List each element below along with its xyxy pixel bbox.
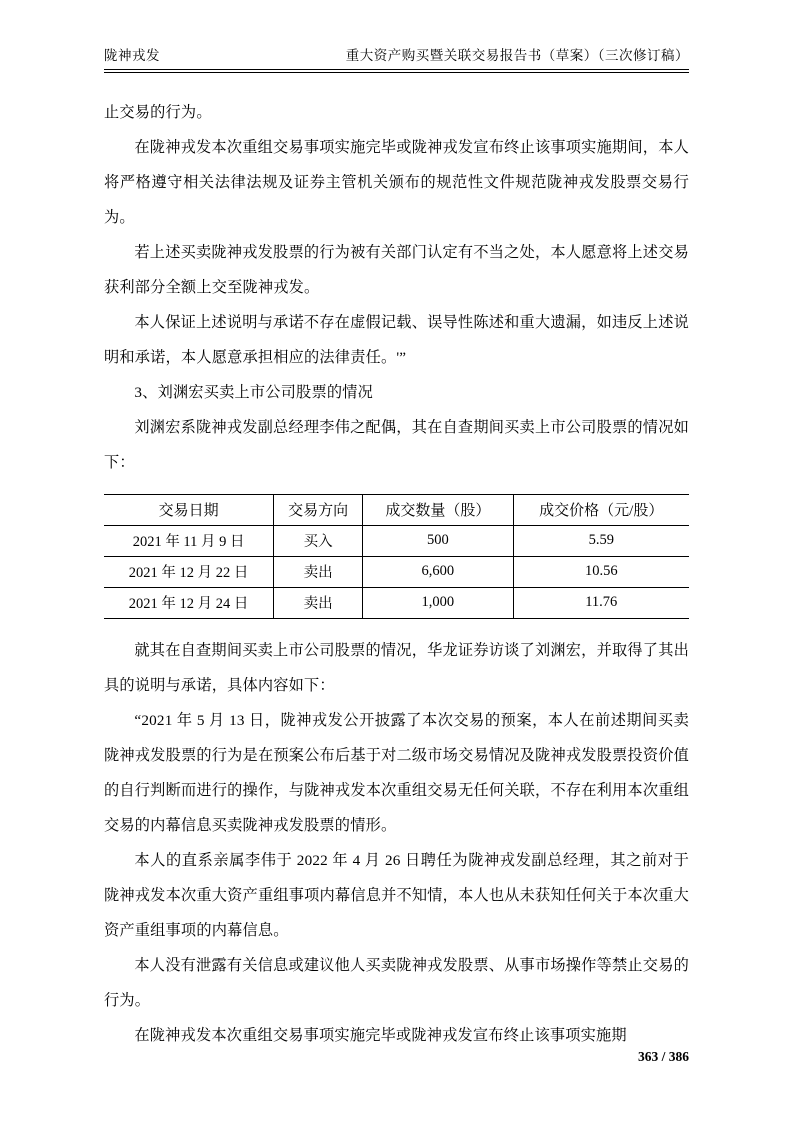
stock-trades-table-wrapper <box>104 494 689 619</box>
table-row <box>104 557 689 588</box>
table-cell-direction: 卖出 <box>274 557 363 588</box>
table-header-cell-price: 成交价格（元/股） <box>513 495 689 526</box>
paragraph-9: 本人的直系亲属李伟于 2022 年 4 月 26 日聘任为陇神戎发副总经理，其之前对于陇神戎发本次重大资产重组事项内幕信息并不知情，本人也从未获知任何关于本次重大资产重组事项的内幕信息。 <box>104 852 689 939</box>
paragraph-10: 本人没有泄露有关信息或建议他人买卖陇神戎发股票、从事市场操作等禁止交易的行为。 <box>104 957 689 1009</box>
paragraph-6: 刘渊宏系陇神戎发副总经理李伟之配偶，其在自查期间买卖上市公司股票的情况如下： <box>104 419 689 471</box>
table-cell-price: 5.59 <box>513 526 689 557</box>
table-header-cell-date: 交易日期 <box>104 495 274 526</box>
table-header-cell-direction: 交易方向 <box>274 495 363 526</box>
table-cell-date: 2021 年 11 月 9 日 <box>104 526 274 557</box>
table-header-cell-volume: 成交数量（股） <box>363 495 513 526</box>
header-divider-thick <box>104 69 689 70</box>
table-cell-date: 2021 年 12 月 22 日 <box>104 557 274 588</box>
page-content <box>104 44 689 1053</box>
header-document-title: 重大资产购买暨关联交易报告书（草案）（三次修订稿） <box>345 48 689 63</box>
paragraph-11: 在陇神戎发本次重组交易事项实施完毕或陇神戎发宣布终止该事项实施期 <box>134 1027 627 1044</box>
paragraph-7: 就其在自查期间买卖上市公司股票的情况，华龙证券访谈了刘渊宏，并取得了其出具的说明与承诺，具体内容如下： <box>104 642 689 694</box>
paragraph-4: 本人保证上述说明与承诺不存在虚假记载、误导性陈述和重大遗漏，如违反上述说明和承诺，本人愿意承担相应的法律责任。'” <box>104 314 689 366</box>
paragraph-3: 若上述买卖陇神戎发股票的行为被有关部门认定有不当之处，本人愿意将上述交易获利部分全额上交至陇神戎发。 <box>104 244 689 296</box>
table-cell-date: 2021 年 12 月 24 日 <box>104 588 274 619</box>
table-cell-price: 11.76 <box>513 588 689 619</box>
header-divider-thin <box>104 72 689 73</box>
page-number: 363 / 386 <box>637 1049 689 1064</box>
table-cell-direction: 买入 <box>274 526 363 557</box>
table-cell-volume: 500 <box>363 526 513 557</box>
section-heading-3: 3、刘渊宏买卖上市公司股票的情况 <box>134 384 373 401</box>
table-row <box>104 588 689 619</box>
paragraph-1: 止交易的行为。 <box>104 104 212 121</box>
table-row <box>104 526 689 557</box>
table-cell-volume: 1,000 <box>363 588 513 619</box>
page-header <box>104 44 689 69</box>
header-company-name: 陇神戎发 <box>104 48 160 63</box>
table-cell-volume: 6,600 <box>363 557 513 588</box>
paragraph-2: 在陇神戎发本次重组交易事项实施完毕或陇神戎发宣布终止该事项实施期间，本人将严格遵守相关法律法规及证券主管机关颁布的规范性文件规范陇神戎发股票交易行为。 <box>104 139 689 226</box>
table-cell-direction: 卖出 <box>274 588 363 619</box>
table-cell-price: 10.56 <box>513 557 689 588</box>
stock-trades-table <box>104 494 689 619</box>
paragraph-8: “2021 年 5 月 13 日，陇神戎发公开披露了本次交易的预案，本人在前述期间买卖陇神戎发股票的行为是在预案公布后基于对二级市场交易情况及陇神戎发股票投资价值的自行判断而进行的操作，与陇神戎发本次重组交易无任何关联，不存在利用本次重组交易的内幕信息买卖陇神戎发股票的情形。 <box>104 712 689 834</box>
table-header-row <box>104 495 689 526</box>
